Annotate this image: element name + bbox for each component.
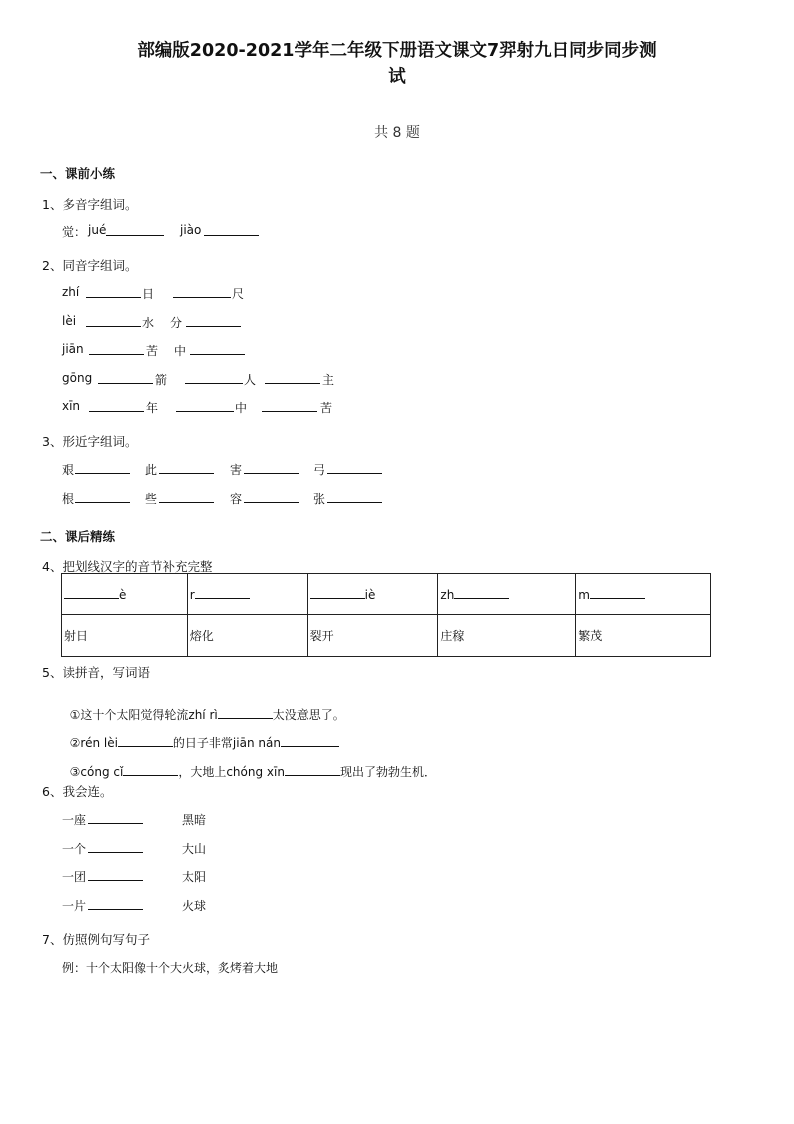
title-line-2: 试	[388, 67, 406, 87]
section-heading-2: 二、课后精练	[40, 529, 116, 544]
answer-blank[interactable]	[590, 586, 645, 599]
question-1-title: 1、多音字组词。	[42, 197, 138, 212]
q2-pinyin: xīn	[62, 399, 81, 413]
q2-pinyin: jiān	[62, 342, 84, 356]
question-7-title: 7、仿照例句写句子	[42, 932, 150, 947]
word-cell: 庄稼	[438, 615, 576, 657]
q3-char: 艰	[62, 463, 75, 477]
pinyin-part: iè	[364, 588, 376, 602]
pinyin-cell[interactable]	[307, 574, 438, 615]
q5-text: ，大地上chóng xīn	[178, 765, 285, 779]
answer-blank[interactable]	[118, 734, 173, 747]
q5-text: ①这十个太阳觉得轮流zhí rì	[69, 708, 218, 722]
q2-char: 箭	[155, 373, 168, 387]
q3-char: 弓	[313, 463, 326, 477]
answer-blank[interactable]	[244, 490, 299, 503]
q2-char: 苦	[320, 401, 333, 415]
q2-pinyin: gōng	[62, 371, 93, 385]
q3-char: 害	[230, 463, 243, 477]
pinyin-cell[interactable]	[576, 574, 711, 615]
title-line-1: 部编版2020-2021学年二年级下册语文课文7羿射九日同步同步测	[137, 41, 657, 61]
q6-left: 一座	[62, 813, 87, 827]
answer-blank[interactable]	[159, 461, 214, 474]
answer-blank[interactable]	[195, 586, 250, 599]
answer-blank[interactable]	[176, 399, 234, 412]
q7-example: 例：十个太阳像十个大火球，炙烤着大地	[62, 961, 279, 975]
q1-prefix: 觉：	[62, 225, 87, 239]
answer-blank[interactable]	[173, 285, 231, 298]
word-cell: 繁茂	[576, 615, 711, 657]
answer-blank[interactable]	[244, 461, 299, 474]
pinyin-part: è	[119, 588, 127, 602]
q6-right[interactable]: 大山	[182, 842, 207, 856]
answer-blank[interactable]	[218, 706, 273, 719]
answer-blank[interactable]	[310, 586, 365, 599]
q5-text: ③cóng cǐ	[69, 765, 124, 779]
q5-line-2	[62, 720, 339, 751]
q2-pinyin: lèi	[62, 314, 77, 328]
answer-blank[interactable]	[88, 868, 143, 881]
q6-right[interactable]: 太阳	[182, 870, 207, 884]
answer-blank[interactable]	[89, 342, 144, 355]
q6-left: 一团	[62, 870, 87, 884]
answer-blank[interactable]	[89, 399, 144, 412]
q5-text: 的日子非常jiān nán	[172, 736, 281, 750]
pinyin-part: zh	[440, 588, 455, 602]
q6-right[interactable]: 黑暗	[182, 813, 207, 827]
answer-blank[interactable]	[190, 342, 245, 355]
pinyin-part: r	[189, 588, 195, 602]
word-cell: 射日	[62, 615, 188, 657]
answer-blank[interactable]	[88, 897, 143, 910]
answer-blank[interactable]	[327, 490, 382, 503]
word-row	[62, 615, 711, 657]
answer-blank[interactable]	[106, 223, 164, 236]
q2-char: 水	[142, 316, 155, 330]
q6-left: 一片	[62, 899, 87, 913]
word-cell: 裂开	[307, 615, 438, 657]
answer-blank[interactable]	[185, 371, 243, 384]
question-4-title: 4、把划线汉字的音节补充完整	[42, 559, 213, 574]
q2-char: 日	[142, 287, 155, 301]
question-count: 共 8 题	[374, 125, 420, 141]
q5-text: 现出了勃勃生机．	[339, 765, 436, 779]
q2-char: 分	[170, 316, 183, 330]
answer-blank[interactable]	[86, 314, 141, 327]
document-title	[110, 38, 684, 90]
answer-blank[interactable]	[64, 586, 119, 599]
pinyin-part: m	[578, 588, 590, 602]
answer-blank[interactable]	[265, 371, 320, 384]
q6-left: 一个	[62, 842, 87, 856]
pinyin-table	[61, 573, 711, 657]
q3-char: 张	[313, 492, 326, 506]
section-heading-1: 一、课前小练	[40, 166, 116, 181]
q1-pinyin-b: jiào	[180, 223, 202, 237]
pinyin-row	[62, 574, 711, 615]
q5-line-1	[62, 692, 345, 723]
q2-char: 中	[174, 344, 187, 358]
answer-blank[interactable]	[98, 371, 153, 384]
question-6-title: 6、我会连。	[42, 784, 113, 799]
answer-blank[interactable]	[327, 461, 382, 474]
q1-pinyin-a: jué	[88, 223, 107, 237]
answer-blank[interactable]	[204, 223, 259, 236]
word-cell: 熔化	[187, 615, 307, 657]
q3-char: 容	[230, 492, 243, 506]
answer-blank[interactable]	[262, 399, 317, 412]
answer-blank[interactable]	[88, 811, 143, 824]
answer-blank[interactable]	[75, 490, 130, 503]
pinyin-cell[interactable]	[187, 574, 307, 615]
pinyin-cell[interactable]	[62, 574, 188, 615]
q2-char: 年	[146, 401, 159, 415]
q3-char: 此	[145, 463, 158, 477]
q6-right[interactable]: 火球	[182, 899, 207, 913]
q5-line-3	[62, 749, 436, 780]
answer-blank[interactable]	[285, 763, 340, 776]
answer-blank[interactable]	[281, 734, 339, 747]
question-2-title: 2、同音字组词。	[42, 258, 138, 273]
answer-blank[interactable]	[454, 586, 509, 599]
q2-pinyin: zhí	[62, 285, 80, 299]
q2-char: 主	[322, 373, 335, 387]
q2-char: 人	[244, 373, 257, 387]
q3-char: 根	[62, 492, 75, 506]
question-5-title: 5、读拼音，写词语	[42, 665, 150, 680]
answer-blank[interactable]	[159, 490, 214, 503]
question-3-title: 3、形近字组词。	[42, 434, 138, 449]
answer-blank[interactable]	[186, 314, 241, 327]
answer-blank[interactable]	[75, 461, 130, 474]
q3-char: 些	[145, 492, 158, 506]
answer-blank[interactable]	[86, 285, 141, 298]
pinyin-cell[interactable]	[438, 574, 576, 615]
answer-blank[interactable]	[88, 840, 143, 853]
q2-char: 中	[235, 401, 248, 415]
q2-char: 苦	[146, 344, 159, 358]
answer-blank[interactable]	[123, 763, 178, 776]
q5-text: ②rén lèi	[69, 736, 118, 750]
q2-char: 尺	[232, 287, 245, 301]
q5-text: 太没意思了。	[272, 708, 345, 722]
